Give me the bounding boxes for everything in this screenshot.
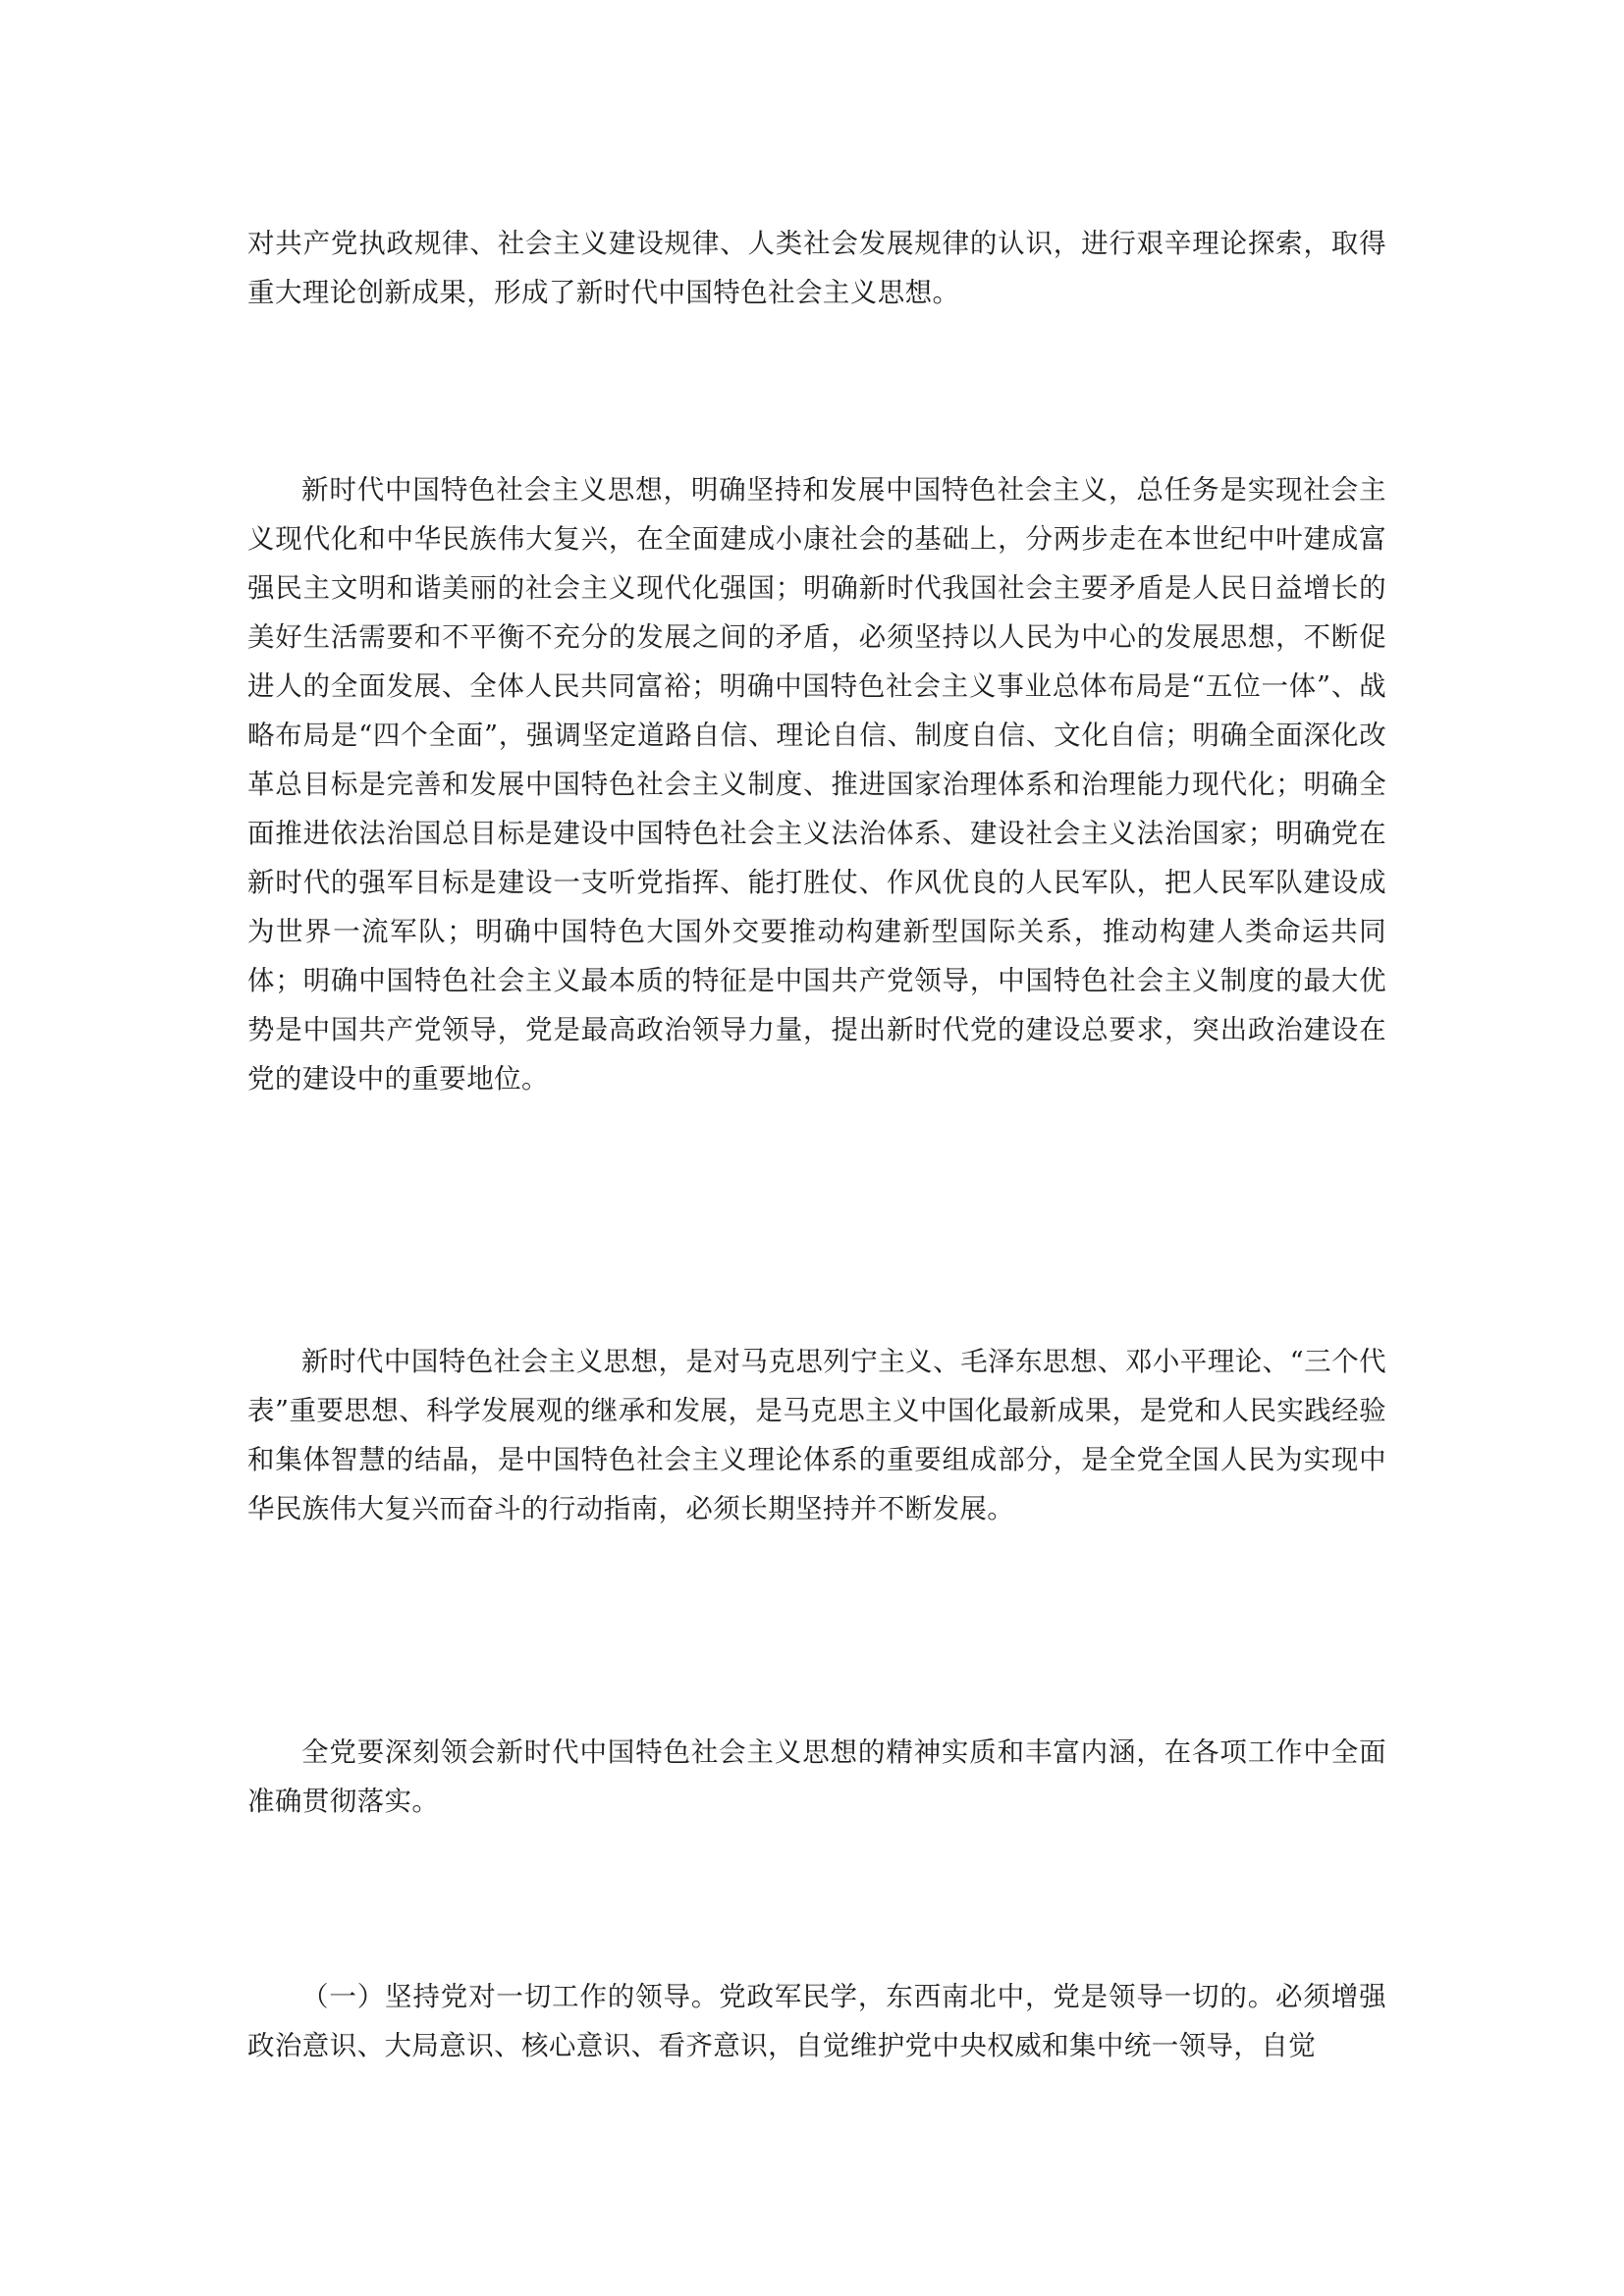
paragraph-thought-content: 新时代中国特色社会主义思想，明确坚持和发展中国特色社会主义，总任务是实现社会主义现代化和中华民族伟大复兴，在全面建成小康社会的基础上，分两步走在本世纪中叶建成富强民主文明和谐美丽的社会主义现代化强国；明确新时代我国社会主要矛盾是人民日益增长的美好生活需要和不平衡不充分的发展之间的矛盾，必须坚持以人民为中心的发展思想，不断促进人的全面发展、全体人民共同富裕；明确中国特色社会主义事业总体布局是“五位一体”、战略布局是“四个全面”，强调坚定道路自信、理论自信、制度自信、文化自信；明确全面深化改革总目标是完善和发展中国特色社会主义制度、推进国家治理体系和治理能力现代化；明确全面推进依法治国总目标是建设中国特色社会主义法治体系、建设社会主义法治国家；明确党在新时代的强军目标是建设一支听党指挥、能打胜仗、作风优良的人民军队，把人民军队建设成为世界一流军队；明确中国特色大国外交要推动构建新型国际关系，推动构建人类命运共同体；明确中国特色社会主义最本质的特征是中国共产党领导，中国特色社会主义制度的最大优势是中国共产党领导，党是最高政治领导力量，提出新时代党的建设总要求，突出政治建设在党的建设中的重要地位。 — [247, 474, 1386, 1095]
paragraph-party-leadership: （一）坚持党对一切工作的领导。党政军民学，东西南北中，党是领导一切的。必须增强政治意识、大局意识、核心意识、看齐意识，自觉维护党中央权威和集中统一领导，自觉 — [247, 1981, 1386, 2061]
paragraph-thought-significance: 新时代中国特色社会主义思想，是对马克思列宁主义、毛泽东思想、邓小平理论、“三个代表”重要思想、科学发展观的继承和发展，是马克思主义中国化最新成果，是党和人民实践经验和集体智慧的结晶，是中国特色社会主义理论体系的重要组成部分，是全党全国人民为实现中华民族伟大复兴而奋斗的行动指南，必须长期坚持并不断发展。 — [247, 1346, 1386, 1524]
paragraph-continuation: 对共产党执政规律、社会主义建设规律、人类社会发展规律的认识，进行艰辛理论探索，取得重大理论创新成果，形成了新时代中国特色社会主义思想。 — [247, 228, 1386, 308]
paragraph-implementation: 全党要深刻领会新时代中国特色社会主义思想的精神实质和丰富内涵，在各项工作中全面准确贯彻落实。 — [247, 1736, 1386, 1817]
